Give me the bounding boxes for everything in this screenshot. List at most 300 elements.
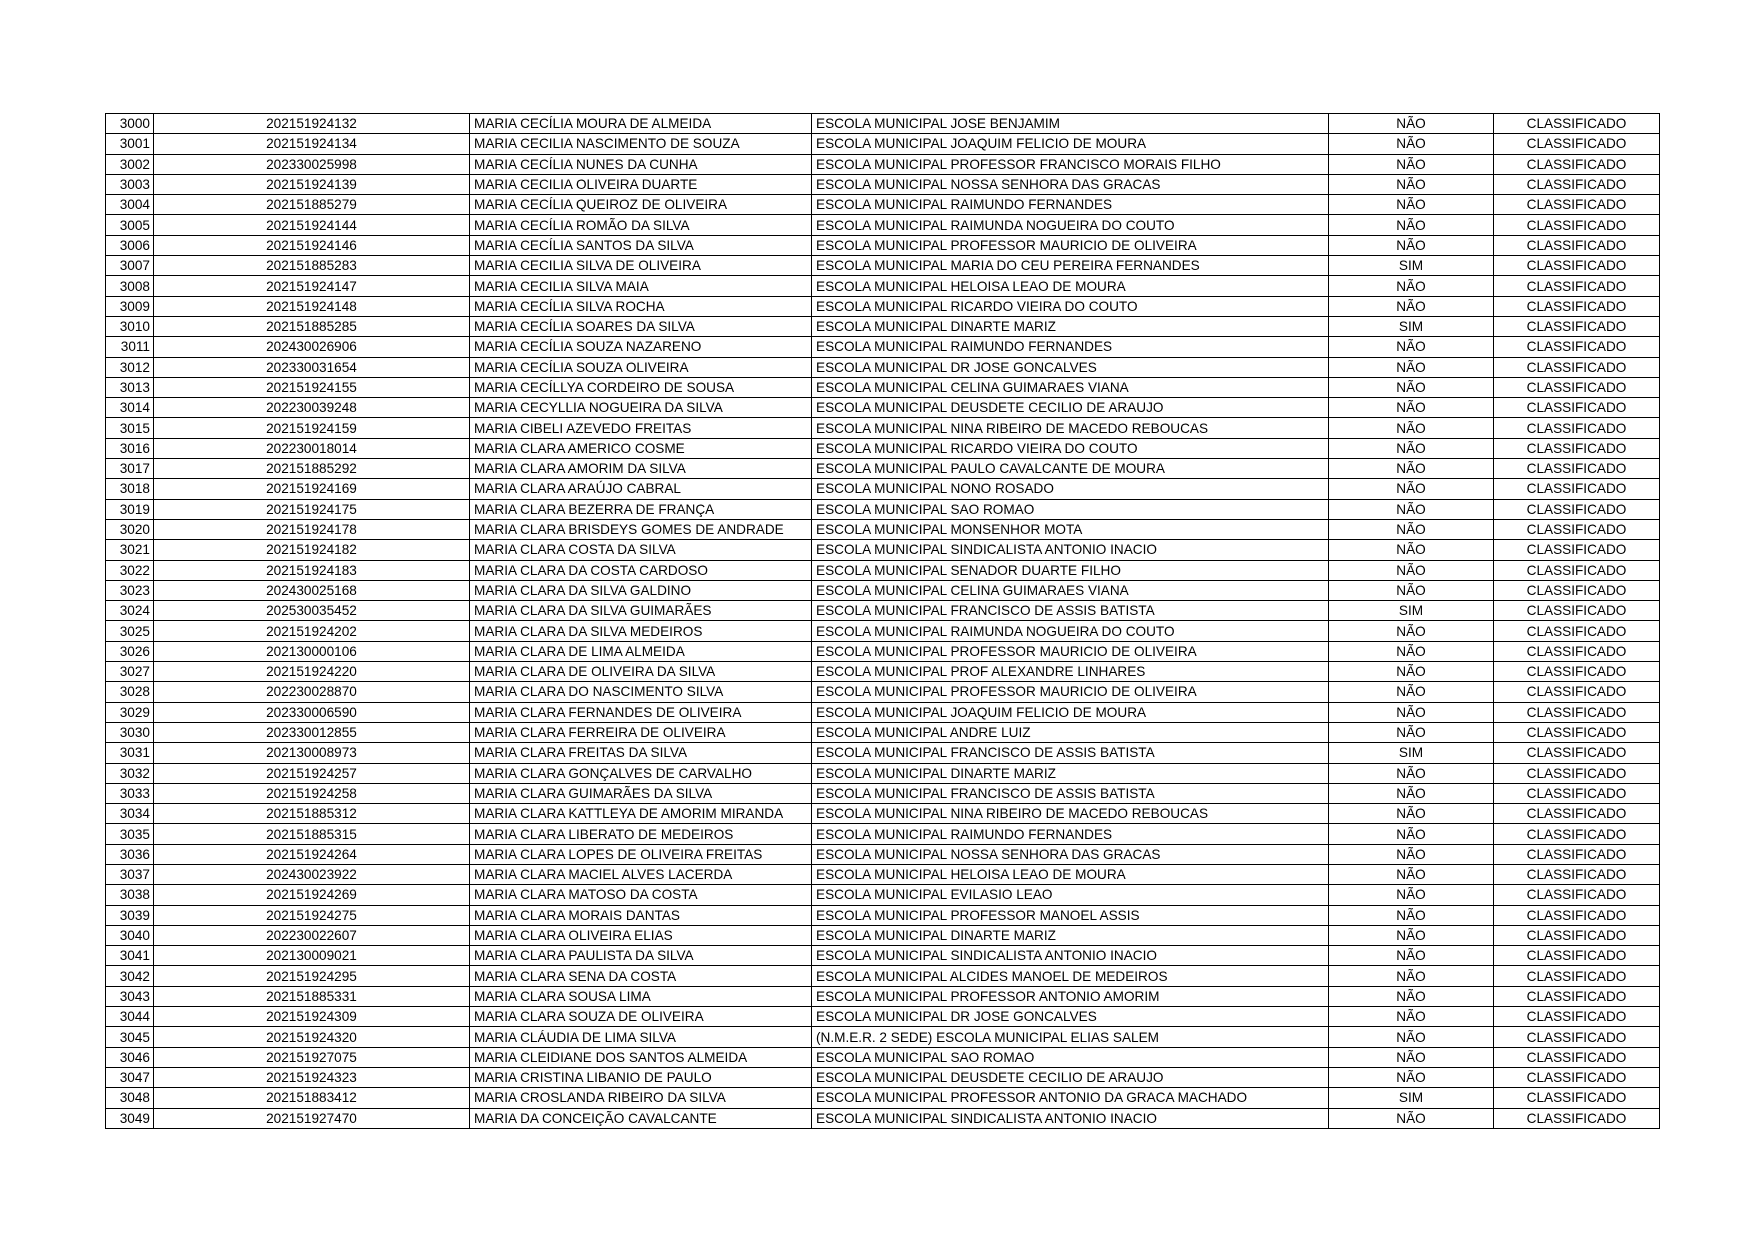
school-name: ESCOLA MUNICIPAL JOAQUIM FELICIO DE MOURA <box>812 702 1329 722</box>
registration-number: 202230039248 <box>154 398 470 418</box>
table-row <box>106 1108 1660 1128</box>
candidate-name: MARIA CLARA SOUSA LIMA <box>470 986 812 1006</box>
school-name: ESCOLA MUNICIPAL MONSENHOR MOTA <box>812 519 1329 539</box>
candidate-name: MARIA CECÍLIA SOUZA OLIVEIRA <box>470 357 812 377</box>
registration-number: 202151885285 <box>154 316 470 336</box>
row-number: 3002 <box>106 154 154 174</box>
candidate-name: MARIA CLÁUDIA DE LIMA SILVA <box>470 1027 812 1047</box>
school-name: ESCOLA MUNICIPAL JOAQUIM FELICIO DE MOURA <box>812 134 1329 154</box>
status: CLASSIFICADO <box>1494 1108 1660 1128</box>
row-number: 3029 <box>106 702 154 722</box>
yes-no-flag: NÃO <box>1329 357 1494 377</box>
status: CLASSIFICADO <box>1494 702 1660 722</box>
school-name: ESCOLA MUNICIPAL CELINA GUIMARAES VIANA <box>812 580 1329 600</box>
row-number: 3020 <box>106 519 154 539</box>
candidate-name: MARIA CLARA BRISDEYS GOMES DE ANDRADE <box>470 519 812 539</box>
yes-no-flag: NÃO <box>1329 580 1494 600</box>
candidate-name: MARIA CLARA DE LIMA ALMEIDA <box>470 641 812 661</box>
row-number: 3011 <box>106 337 154 357</box>
row-number: 3031 <box>106 743 154 763</box>
yes-no-flag: NÃO <box>1329 1027 1494 1047</box>
yes-no-flag: NÃO <box>1329 966 1494 986</box>
school-name: ESCOLA MUNICIPAL EVILASIO LEAO <box>812 885 1329 905</box>
status: CLASSIFICADO <box>1494 114 1660 134</box>
table-row <box>106 966 1660 986</box>
status: CLASSIFICADO <box>1494 743 1660 763</box>
yes-no-flag: NÃO <box>1329 946 1494 966</box>
table-row <box>106 235 1660 255</box>
row-number: 3027 <box>106 662 154 682</box>
candidate-name: MARIA CECYLLIA NOGUEIRA DA SILVA <box>470 398 812 418</box>
status: CLASSIFICADO <box>1494 783 1660 803</box>
row-number: 3049 <box>106 1108 154 1128</box>
row-number: 3012 <box>106 357 154 377</box>
yes-no-flag: NÃO <box>1329 986 1494 1006</box>
yes-no-flag: NÃO <box>1329 925 1494 945</box>
school-name: ESCOLA MUNICIPAL SINDICALISTA ANTONIO INACIO <box>812 1108 1329 1128</box>
school-name: ESCOLA MUNICIPAL SINDICALISTA ANTONIO INACIO <box>812 540 1329 560</box>
candidate-name: MARIA CECILIA OLIVEIRA DUARTE <box>470 174 812 194</box>
candidate-name: MARIA CLARA DA SILVA GALDINO <box>470 580 812 600</box>
table-row <box>106 844 1660 864</box>
yes-no-flag: NÃO <box>1329 641 1494 661</box>
row-number: 3006 <box>106 235 154 255</box>
registration-number: 202330012855 <box>154 722 470 742</box>
school-name: ESCOLA MUNICIPAL DEUSDETE CECILIO DE ARAUJO <box>812 1067 1329 1087</box>
school-name: ESCOLA MUNICIPAL HELOISA LEAO DE MOURA <box>812 864 1329 884</box>
table-row <box>106 986 1660 1006</box>
table-row <box>106 479 1660 499</box>
candidate-name: MARIA CLARA SOUZA DE OLIVEIRA <box>470 1007 812 1027</box>
table-row <box>106 1088 1660 1108</box>
status: CLASSIFICADO <box>1494 763 1660 783</box>
row-number: 3047 <box>106 1067 154 1087</box>
registration-number: 202530035452 <box>154 601 470 621</box>
registration-number: 202151924309 <box>154 1007 470 1027</box>
school-name: ESCOLA MUNICIPAL CELINA GUIMARAES VIANA <box>812 377 1329 397</box>
yes-no-flag: NÃO <box>1329 763 1494 783</box>
status: CLASSIFICADO <box>1494 438 1660 458</box>
status: CLASSIFICADO <box>1494 844 1660 864</box>
status: CLASSIFICADO <box>1494 986 1660 1006</box>
yes-no-flag: NÃO <box>1329 377 1494 397</box>
registration-number: 202151924202 <box>154 621 470 641</box>
registration-number: 202151924175 <box>154 499 470 519</box>
school-name: ESCOLA MUNICIPAL RAIMUNDA NOGUEIRA DO COUTO <box>812 621 1329 641</box>
row-number: 3033 <box>106 783 154 803</box>
school-name: ESCOLA MUNICIPAL NINA RIBEIRO DE MACEDO REBOUCAS <box>812 418 1329 438</box>
status: CLASSIFICADO <box>1494 641 1660 661</box>
status: CLASSIFICADO <box>1494 134 1660 154</box>
status: CLASSIFICADO <box>1494 946 1660 966</box>
status: CLASSIFICADO <box>1494 499 1660 519</box>
school-name: ESCOLA MUNICIPAL SENADOR DUARTE FILHO <box>812 560 1329 580</box>
status: CLASSIFICADO <box>1494 215 1660 235</box>
school-name: ESCOLA MUNICIPAL PROFESSOR ANTONIO AMORIM <box>812 986 1329 1006</box>
school-name: ESCOLA MUNICIPAL DEUSDETE CECILIO DE ARAUJO <box>812 398 1329 418</box>
school-name: ESCOLA MUNICIPAL ANDRE LUIZ <box>812 722 1329 742</box>
status: CLASSIFICADO <box>1494 316 1660 336</box>
registration-number: 202430025168 <box>154 580 470 600</box>
candidate-name: MARIA CECILIA SILVA DE OLIVEIRA <box>470 256 812 276</box>
candidate-name: MARIA CLARA PAULISTA DA SILVA <box>470 946 812 966</box>
table-row <box>106 905 1660 925</box>
registration-number: 202330031654 <box>154 357 470 377</box>
registration-number: 202130000106 <box>154 641 470 661</box>
table-row <box>106 1067 1660 1087</box>
status: CLASSIFICADO <box>1494 540 1660 560</box>
registration-number: 202151924264 <box>154 844 470 864</box>
candidate-name: MARIA CROSLANDA RIBEIRO DA SILVA <box>470 1088 812 1108</box>
registration-number: 202151885292 <box>154 459 470 479</box>
registration-number: 202151924134 <box>154 134 470 154</box>
school-name: ESCOLA MUNICIPAL PROFESSOR ANTONIO DA GRACA MACHADO <box>812 1088 1329 1108</box>
candidate-name: MARIA CECÍLIA SOARES DA SILVA <box>470 316 812 336</box>
yes-no-flag: NÃO <box>1329 195 1494 215</box>
table-row <box>106 316 1660 336</box>
yes-no-flag: NÃO <box>1329 662 1494 682</box>
yes-no-flag: SIM <box>1329 1088 1494 1108</box>
row-number: 3000 <box>106 114 154 134</box>
school-name: ESCOLA MUNICIPAL DR JOSE GONCALVES <box>812 357 1329 377</box>
school-name: ESCOLA MUNICIPAL NOSSA SENHORA DAS GRACAS <box>812 844 1329 864</box>
table-row <box>106 763 1660 783</box>
row-number: 3018 <box>106 479 154 499</box>
school-name: ESCOLA MUNICIPAL PROFESSOR MAURICIO DE OLIVEIRA <box>812 682 1329 702</box>
registration-number: 202151924258 <box>154 783 470 803</box>
yes-no-flag: NÃO <box>1329 499 1494 519</box>
yes-no-flag: NÃO <box>1329 276 1494 296</box>
registration-number: 202151924144 <box>154 215 470 235</box>
table-row <box>106 885 1660 905</box>
yes-no-flag: SIM <box>1329 316 1494 336</box>
row-number: 3023 <box>106 580 154 600</box>
row-number: 3039 <box>106 905 154 925</box>
school-name: ESCOLA MUNICIPAL NONO ROSADO <box>812 479 1329 499</box>
candidate-name: MARIA CLARA LOPES DE OLIVEIRA FREITAS <box>470 844 812 864</box>
yes-no-flag: NÃO <box>1329 1108 1494 1128</box>
table-row <box>106 134 1660 154</box>
yes-no-flag: NÃO <box>1329 418 1494 438</box>
school-name: ESCOLA MUNICIPAL PROF ALEXANDRE LINHARES <box>812 662 1329 682</box>
status: CLASSIFICADO <box>1494 804 1660 824</box>
row-number: 3017 <box>106 459 154 479</box>
candidate-name: MARIA CLARA GUIMARÃES DA SILVA <box>470 783 812 803</box>
table-row <box>106 215 1660 235</box>
table-row <box>106 459 1660 479</box>
candidate-name: MARIA CLARA OLIVEIRA ELIAS <box>470 925 812 945</box>
school-name: ESCOLA MUNICIPAL DINARTE MARIZ <box>812 316 1329 336</box>
yes-no-flag: NÃO <box>1329 540 1494 560</box>
registration-number: 202151924257 <box>154 763 470 783</box>
candidate-name: MARIA CLARA KATTLEYA DE AMORIM MIRANDA <box>470 804 812 824</box>
school-name: ESCOLA MUNICIPAL ALCIDES MANOEL DE MEDEIROS <box>812 966 1329 986</box>
school-name: ESCOLA MUNICIPAL FRANCISCO DE ASSIS BATISTA <box>812 783 1329 803</box>
candidate-name: MARIA CECÍLIA NUNES DA CUNHA <box>470 154 812 174</box>
school-name: ESCOLA MUNICIPAL NINA RIBEIRO DE MACEDO REBOUCAS <box>812 804 1329 824</box>
registration-number: 202230022607 <box>154 925 470 945</box>
candidate-name: MARIA CLARA MACIEL ALVES LACERDA <box>470 864 812 884</box>
school-name: ESCOLA MUNICIPAL PROFESSOR MAURICIO DE OLIVEIRA <box>812 641 1329 661</box>
school-name: ESCOLA MUNICIPAL RICARDO VIEIRA DO COUTO <box>812 438 1329 458</box>
status: CLASSIFICADO <box>1494 1047 1660 1067</box>
table-row <box>106 1007 1660 1027</box>
candidate-name: MARIA CLARA FERREIRA DE OLIVEIRA <box>470 722 812 742</box>
registration-number: 202151885283 <box>154 256 470 276</box>
school-name: ESCOLA MUNICIPAL SAO ROMAO <box>812 1047 1329 1067</box>
candidate-name: MARIA DA CONCEIÇÃO CAVALCANTE <box>470 1108 812 1128</box>
status: CLASSIFICADO <box>1494 357 1660 377</box>
school-name: ESCOLA MUNICIPAL RAIMUNDO FERNANDES <box>812 195 1329 215</box>
table-row <box>106 804 1660 824</box>
yes-no-flag: NÃO <box>1329 783 1494 803</box>
table-row <box>106 1047 1660 1067</box>
table-row <box>106 702 1660 722</box>
registration-number: 202130009021 <box>154 946 470 966</box>
candidate-name: MARIA CECILIA NASCIMENTO DE SOUZA <box>470 134 812 154</box>
row-number: 3003 <box>106 174 154 194</box>
yes-no-flag: NÃO <box>1329 154 1494 174</box>
table-row <box>106 621 1660 641</box>
table-row <box>106 682 1660 702</box>
candidate-name: MARIA CLARA MORAIS DANTAS <box>470 905 812 925</box>
yes-no-flag: NÃO <box>1329 398 1494 418</box>
registration-number: 202151924182 <box>154 540 470 560</box>
table-row <box>106 499 1660 519</box>
yes-no-flag: SIM <box>1329 256 1494 276</box>
candidate-name: MARIA CLARA AMORIM DA SILVA <box>470 459 812 479</box>
status: CLASSIFICADO <box>1494 560 1660 580</box>
registration-number: 202151924139 <box>154 174 470 194</box>
row-number: 3028 <box>106 682 154 702</box>
yes-no-flag: NÃO <box>1329 1047 1494 1067</box>
yes-no-flag: NÃO <box>1329 1067 1494 1087</box>
candidate-name: MARIA CECÍLIA MOURA DE ALMEIDA <box>470 114 812 134</box>
status: CLASSIFICADO <box>1494 621 1660 641</box>
registration-number: 202230018014 <box>154 438 470 458</box>
registration-number: 202151924146 <box>154 235 470 255</box>
registration-number: 202151885315 <box>154 824 470 844</box>
registration-number: 202430026906 <box>154 337 470 357</box>
registration-number: 202230028870 <box>154 682 470 702</box>
row-number: 3024 <box>106 601 154 621</box>
row-number: 3016 <box>106 438 154 458</box>
registration-number: 202430023922 <box>154 864 470 884</box>
registration-number: 202151924155 <box>154 377 470 397</box>
candidate-name: MARIA CIBELI AZEVEDO FREITAS <box>470 418 812 438</box>
table-row <box>106 601 1660 621</box>
candidate-name: MARIA CECILIA SILVA MAIA <box>470 276 812 296</box>
registration-number: 202151924220 <box>154 662 470 682</box>
registration-number: 202151924159 <box>154 418 470 438</box>
candidate-name: MARIA CLARA DA SILVA MEDEIROS <box>470 621 812 641</box>
school-name: (N.M.E.R. 2 SEDE) ESCOLA MUNICIPAL ELIAS SALEM <box>812 1027 1329 1047</box>
table-row <box>106 743 1660 763</box>
status: CLASSIFICADO <box>1494 337 1660 357</box>
yes-no-flag: NÃO <box>1329 459 1494 479</box>
registration-number: 202151924183 <box>154 560 470 580</box>
candidate-name: MARIA CLARA FREITAS DA SILVA <box>470 743 812 763</box>
yes-no-flag: NÃO <box>1329 134 1494 154</box>
candidate-name: MARIA CLARA ARAÚJO CABRAL <box>470 479 812 499</box>
row-number: 3013 <box>106 377 154 397</box>
yes-no-flag: NÃO <box>1329 560 1494 580</box>
registration-number: 202151924169 <box>154 479 470 499</box>
row-number: 3008 <box>106 276 154 296</box>
status: CLASSIFICADO <box>1494 925 1660 945</box>
table-row <box>106 377 1660 397</box>
school-name: ESCOLA MUNICIPAL PROFESSOR FRANCISCO MORAIS FILHO <box>812 154 1329 174</box>
candidate-name: MARIA CLARA BEZERRA DE FRANÇA <box>470 499 812 519</box>
status: CLASSIFICADO <box>1494 296 1660 316</box>
registration-number: 202151927470 <box>154 1108 470 1128</box>
table-row <box>106 154 1660 174</box>
school-name: ESCOLA MUNICIPAL PAULO CAVALCANTE DE MOURA <box>812 459 1329 479</box>
registration-number: 202151924275 <box>154 905 470 925</box>
status: CLASSIFICADO <box>1494 154 1660 174</box>
candidate-name: MARIA CLARA SENA DA COSTA <box>470 966 812 986</box>
school-name: ESCOLA MUNICIPAL PROFESSOR MAURICIO DE OLIVEIRA <box>812 235 1329 255</box>
registration-number: 202151885279 <box>154 195 470 215</box>
status: CLASSIFICADO <box>1494 722 1660 742</box>
yes-no-flag: NÃO <box>1329 1007 1494 1027</box>
yes-no-flag: NÃO <box>1329 114 1494 134</box>
status: CLASSIFICADO <box>1494 824 1660 844</box>
table-row <box>106 925 1660 945</box>
candidate-name: MARIA CLARA AMERICO COSME <box>470 438 812 458</box>
row-number: 3043 <box>106 986 154 1006</box>
school-name: ESCOLA MUNICIPAL FRANCISCO DE ASSIS BATISTA <box>812 743 1329 763</box>
status: CLASSIFICADO <box>1494 174 1660 194</box>
table-row <box>106 438 1660 458</box>
school-name: ESCOLA MUNICIPAL DR JOSE GONCALVES <box>812 1007 1329 1027</box>
status: CLASSIFICADO <box>1494 682 1660 702</box>
candidate-name: MARIA CECÍLLYA CORDEIRO DE SOUSA <box>470 377 812 397</box>
candidate-name: MARIA CLARA LIBERATO DE MEDEIROS <box>470 824 812 844</box>
yes-no-flag: NÃO <box>1329 864 1494 884</box>
table-row <box>106 398 1660 418</box>
yes-no-flag: NÃO <box>1329 682 1494 702</box>
registration-number: 202151883412 <box>154 1088 470 1108</box>
table-row <box>106 662 1660 682</box>
yes-no-flag: NÃO <box>1329 215 1494 235</box>
yes-no-flag: NÃO <box>1329 235 1494 255</box>
table-row <box>106 824 1660 844</box>
results-table <box>105 113 1660 1129</box>
yes-no-flag: NÃO <box>1329 905 1494 925</box>
school-name: ESCOLA MUNICIPAL DINARTE MARIZ <box>812 925 1329 945</box>
row-number: 3044 <box>106 1007 154 1027</box>
registration-number: 202151927075 <box>154 1047 470 1067</box>
table-row <box>106 337 1660 357</box>
row-number: 3001 <box>106 134 154 154</box>
row-number: 3041 <box>106 946 154 966</box>
row-number: 3005 <box>106 215 154 235</box>
table-row <box>106 641 1660 661</box>
school-name: ESCOLA MUNICIPAL RAIMUNDA NOGUEIRA DO COUTO <box>812 215 1329 235</box>
row-number: 3021 <box>106 540 154 560</box>
table-row <box>106 357 1660 377</box>
school-name: ESCOLA MUNICIPAL HELOISA LEAO DE MOURA <box>812 276 1329 296</box>
registration-number: 202151924295 <box>154 966 470 986</box>
row-number: 3045 <box>106 1027 154 1047</box>
row-number: 3009 <box>106 296 154 316</box>
table-row <box>106 864 1660 884</box>
row-number: 3014 <box>106 398 154 418</box>
yes-no-flag: NÃO <box>1329 804 1494 824</box>
table-row <box>106 946 1660 966</box>
school-name: ESCOLA MUNICIPAL FRANCISCO DE ASSIS BATISTA <box>812 601 1329 621</box>
school-name: ESCOLA MUNICIPAL RAIMUNDO FERNANDES <box>812 824 1329 844</box>
row-number: 3010 <box>106 316 154 336</box>
yes-no-flag: NÃO <box>1329 885 1494 905</box>
table-row <box>106 580 1660 600</box>
status: CLASSIFICADO <box>1494 1027 1660 1047</box>
results-table-body <box>106 114 1660 1129</box>
registration-number: 202151924269 <box>154 885 470 905</box>
registration-number: 202151924323 <box>154 1067 470 1087</box>
school-name: ESCOLA MUNICIPAL DINARTE MARIZ <box>812 763 1329 783</box>
row-number: 3040 <box>106 925 154 945</box>
candidate-name: MARIA CRISTINA LIBANIO DE PAULO <box>470 1067 812 1087</box>
table-row <box>106 256 1660 276</box>
yes-no-flag: NÃO <box>1329 519 1494 539</box>
table-row <box>106 174 1660 194</box>
candidate-name: MARIA CLARA DE OLIVEIRA DA SILVA <box>470 662 812 682</box>
status: CLASSIFICADO <box>1494 905 1660 925</box>
row-number: 3032 <box>106 763 154 783</box>
registration-number: 202151924178 <box>154 519 470 539</box>
registration-number: 202330025998 <box>154 154 470 174</box>
candidate-name: MARIA CLARA GONÇALVES DE CARVALHO <box>470 763 812 783</box>
row-number: 3042 <box>106 966 154 986</box>
status: CLASSIFICADO <box>1494 479 1660 499</box>
yes-no-flag: NÃO <box>1329 722 1494 742</box>
status: CLASSIFICADO <box>1494 1088 1660 1108</box>
school-name: ESCOLA MUNICIPAL JOSE BENJAMIM <box>812 114 1329 134</box>
row-number: 3025 <box>106 621 154 641</box>
status: CLASSIFICADO <box>1494 377 1660 397</box>
status: CLASSIFICADO <box>1494 276 1660 296</box>
row-number: 3007 <box>106 256 154 276</box>
registration-number: 202151924148 <box>154 296 470 316</box>
table-row <box>106 519 1660 539</box>
candidate-name: MARIA CLARA MATOSO DA COSTA <box>470 885 812 905</box>
status: CLASSIFICADO <box>1494 256 1660 276</box>
candidate-name: MARIA CECÍLIA ROMÃO DA SILVA <box>470 215 812 235</box>
school-name: ESCOLA MUNICIPAL RICARDO VIEIRA DO COUTO <box>812 296 1329 316</box>
yes-no-flag: NÃO <box>1329 438 1494 458</box>
candidate-name: MARIA CECÍLIA SILVA ROCHA <box>470 296 812 316</box>
school-name: ESCOLA MUNICIPAL RAIMUNDO FERNANDES <box>812 337 1329 357</box>
row-number: 3038 <box>106 885 154 905</box>
status: CLASSIFICADO <box>1494 966 1660 986</box>
status: CLASSIFICADO <box>1494 662 1660 682</box>
table-row <box>106 296 1660 316</box>
row-number: 3004 <box>106 195 154 215</box>
status: CLASSIFICADO <box>1494 885 1660 905</box>
table-row <box>106 1027 1660 1047</box>
yes-no-flag: SIM <box>1329 743 1494 763</box>
table-row <box>106 195 1660 215</box>
row-number: 3046 <box>106 1047 154 1067</box>
candidate-name: MARIA CLARA DA COSTA CARDOSO <box>470 560 812 580</box>
status: CLASSIFICADO <box>1494 1007 1660 1027</box>
candidate-name: MARIA CLEIDIANE DOS SANTOS ALMEIDA <box>470 1047 812 1067</box>
row-number: 3030 <box>106 722 154 742</box>
registration-number: 202151924147 <box>154 276 470 296</box>
table-row <box>106 722 1660 742</box>
